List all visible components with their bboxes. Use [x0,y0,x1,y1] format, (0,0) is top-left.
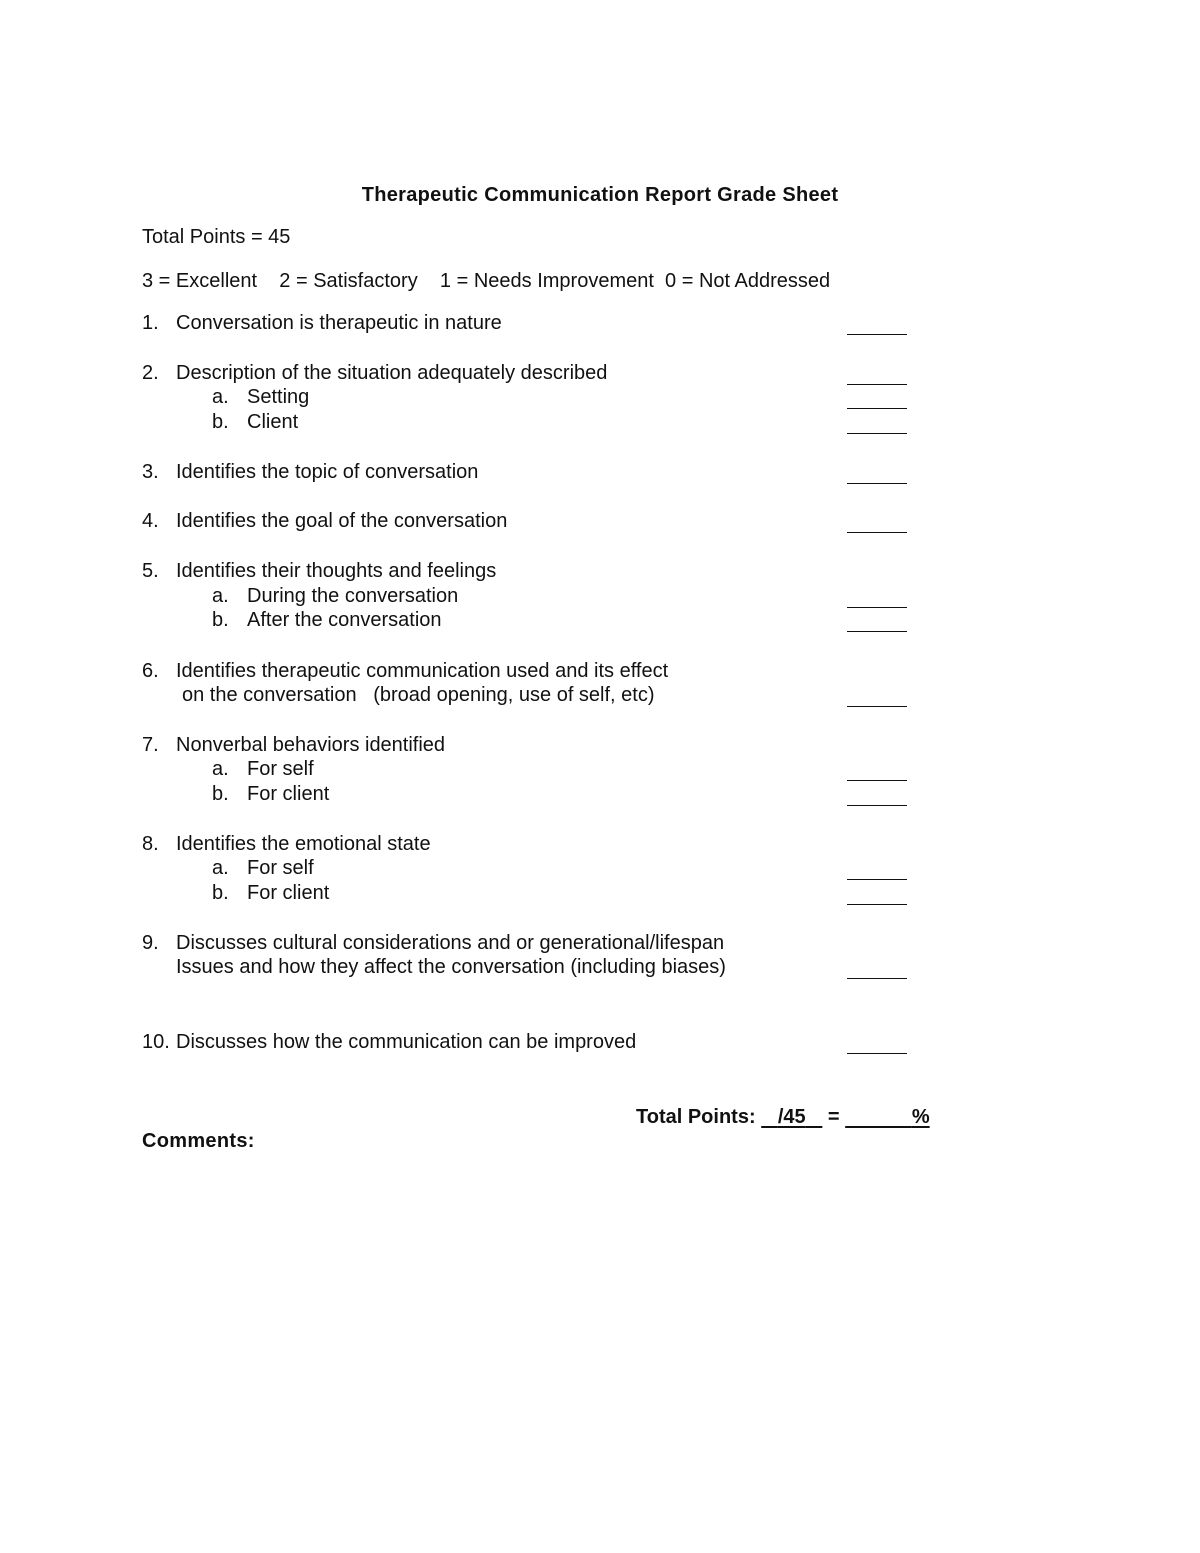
item-text: Description of the situation adequately described [176,362,608,384]
score-blank[interactable] [847,631,907,632]
subitem-text: Client [247,411,299,433]
item-number: 1. [142,312,159,334]
score-blank[interactable] [847,384,907,385]
subitem-text: After the conversation [247,609,442,631]
subitem-text: During the conversation [247,585,459,607]
comments-label: Comments: [142,1130,255,1152]
item-text-continued: Issues and how they affect the conversation (including biases) [176,956,726,978]
page-title: Therapeutic Communication Report Grade Sheet [361,184,839,206]
subitem-letter: a. [212,758,229,780]
score-blank[interactable] [847,706,907,707]
total-score-denominator: /45 [777,1106,806,1128]
item-number: 3. [142,461,159,483]
item-text: Identifies therapeutic communication used and its effect [176,660,669,682]
score-blank[interactable] [847,607,907,608]
subitem-text: For client [247,882,330,904]
item-number: 9. [142,932,159,954]
score-blank[interactable] [847,433,907,434]
item-text: Conversation is therapeutic in nature [176,312,502,334]
item-text: Discusses how the communication can be improved [176,1031,637,1053]
item-text: Identifies their thoughts and feelings [176,560,497,582]
item-number: 6. [142,660,159,682]
score-blank[interactable] [847,978,907,979]
item-text: Identifies the topic of conversation [176,461,479,483]
item-number: 7. [142,734,159,756]
score-blank[interactable] [847,780,907,781]
score-blank[interactable] [847,904,907,905]
equals-sign: = [827,1106,840,1128]
item-text: Identifies the emotional state [176,833,431,855]
score-blank[interactable] [847,408,907,409]
score-blank[interactable] [847,483,907,484]
subitem-letter: b. [212,609,229,631]
total-points-label: Total Points: [636,1106,756,1128]
subitem-text: Setting [247,386,310,408]
percent-sign: % [911,1106,930,1128]
subitem-text: For client [247,783,330,805]
total-score-field[interactable] [761,1106,822,1128]
subitem-letter: b. [212,783,229,805]
score-blank[interactable] [847,334,907,335]
item-number: 2. [142,362,159,384]
subitem-letter: b. [212,411,229,433]
score-blank[interactable] [847,805,907,806]
subitem-letter: a. [212,386,229,408]
item-number: 10. [142,1031,170,1053]
grading-scale-line: 3 = Excellent 2 = Satisfactory 1 = Needs Improvement 0 = Not Addressed [142,270,831,292]
item-text: Nonverbal behaviors identified [176,734,446,756]
subitem-text: For self [247,857,314,879]
total-points-row [636,1106,930,1129]
subitem-letter: a. [212,585,229,607]
subitem-letter: a. [212,857,229,879]
item-number: 8. [142,833,159,855]
score-blank[interactable] [847,879,907,880]
item-number: 4. [142,510,159,532]
item-text: Discusses cultural considerations and or generational/lifespan [176,932,725,954]
score-blank[interactable] [847,532,907,533]
item-text-continued: on the conversation (broad opening, use of self, etc) [182,684,655,706]
subitem-letter: b. [212,882,229,904]
item-text: Identifies the goal of the conversation [176,510,508,532]
item-number: 5. [142,560,159,582]
score-blank[interactable] [847,1053,907,1054]
total-points-line: Total Points = 45 [142,226,291,248]
percent-field[interactable] [845,1106,929,1128]
subitem-text: For self [247,758,314,780]
